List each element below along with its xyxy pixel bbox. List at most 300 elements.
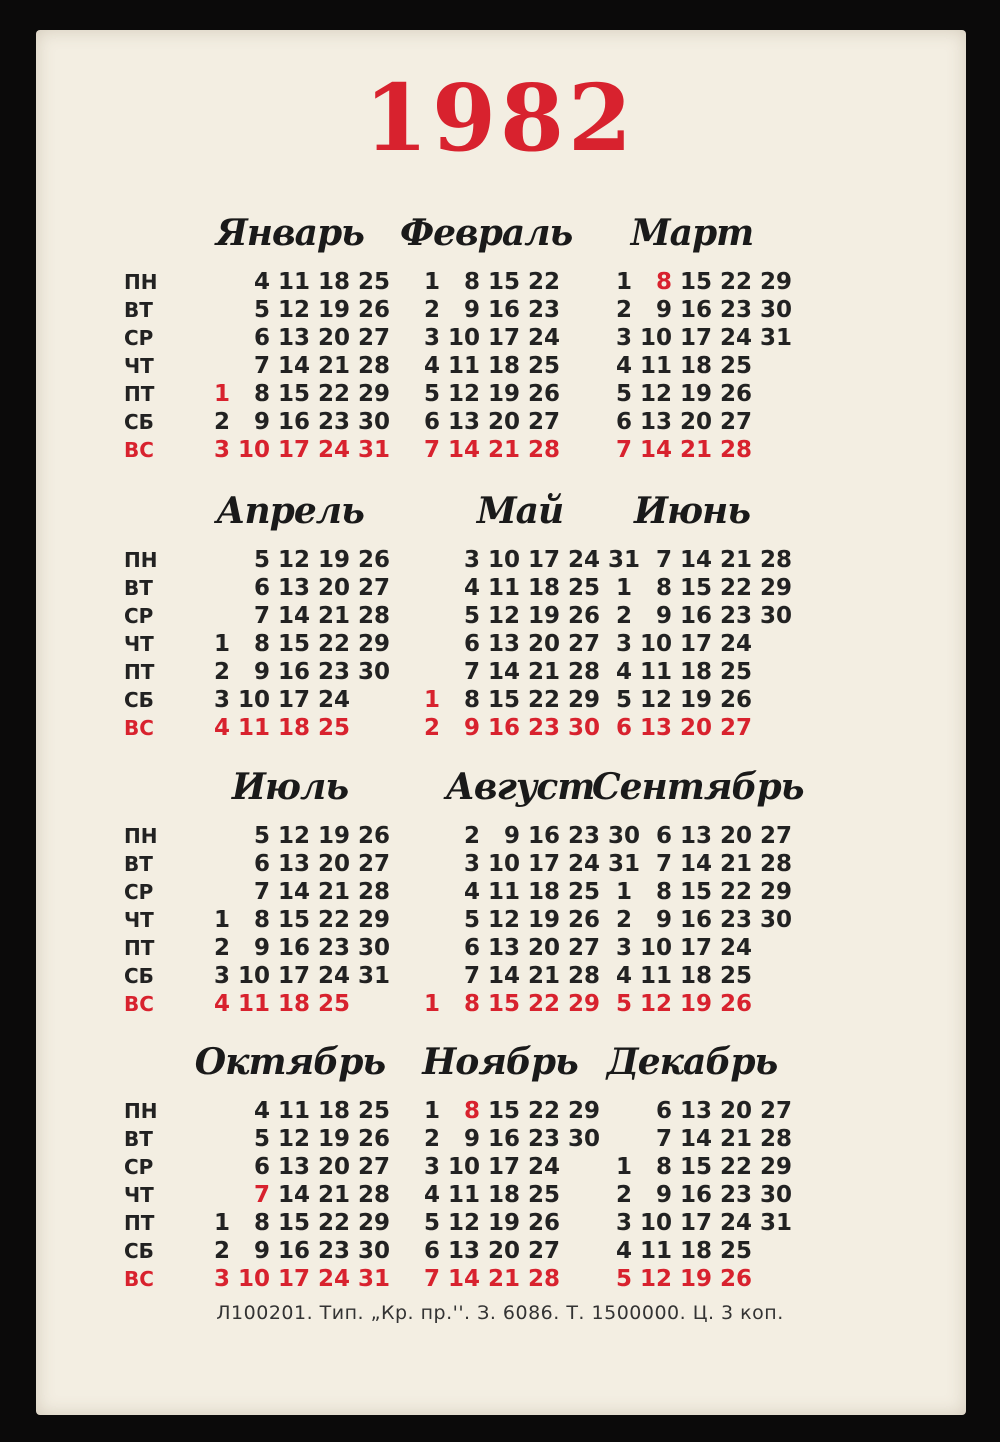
day-cell: 9 [655, 907, 672, 933]
day-cell: 22 [527, 991, 560, 1017]
day-cell: 14 [447, 1266, 480, 1292]
day-cell: 8 [253, 631, 270, 657]
day-cell: 5 [615, 991, 632, 1017]
day-cell: 4 [253, 269, 270, 295]
day-cell: 7 [463, 659, 480, 685]
day-cell: 18 [679, 659, 712, 685]
year-title: 1982 [363, 64, 637, 172]
day-cell: 7 [655, 1126, 672, 1152]
day-cell: 28 [357, 603, 390, 629]
day-cell: 8 [655, 1154, 672, 1180]
day-cell: 10 [237, 1266, 270, 1292]
day-cell: 27 [719, 715, 752, 741]
day-cell: 28 [527, 437, 560, 463]
day-cell: 16 [487, 715, 520, 741]
weekday-label: ВТ [124, 1127, 153, 1151]
day-cell: 9 [253, 1238, 270, 1264]
day-cell: 24 [527, 1154, 560, 1180]
day-cell: 10 [639, 631, 672, 657]
day-cell: 2 [615, 297, 632, 323]
weekday-label: ВТ [124, 576, 153, 600]
day-cell: 19 [317, 547, 350, 573]
day-cell: 24 [317, 1266, 350, 1292]
day-cell: 18 [679, 963, 712, 989]
day-cell: 20 [719, 823, 752, 849]
day-cell: 22 [719, 879, 752, 905]
weekday-label: СБ [124, 410, 154, 434]
day-cell: 7 [423, 437, 440, 463]
day-cell: 11 [447, 1182, 480, 1208]
day-cell: 27 [527, 1238, 560, 1264]
day-cell: 17 [487, 325, 520, 351]
weekday-label: ВТ [124, 852, 153, 876]
day-cell: 26 [527, 1210, 560, 1236]
day-cell: 14 [277, 879, 310, 905]
day-cell: 2 [615, 907, 632, 933]
day-cell: 24 [527, 325, 560, 351]
day-cell: 6 [615, 409, 632, 435]
day-cell: 15 [679, 1154, 712, 1180]
day-cell: 15 [277, 631, 310, 657]
month-name: Июнь [633, 490, 751, 532]
day-cell: 30 [567, 1126, 600, 1152]
day-cell: 8 [253, 1210, 270, 1236]
day-cell: 25 [317, 991, 350, 1017]
day-cell: 31 [607, 547, 640, 573]
day-cell: 1 [615, 269, 632, 295]
day-cell: 7 [463, 963, 480, 989]
day-cell: 1 [213, 1210, 230, 1236]
day-cell: 4 [423, 353, 440, 379]
day-cell: 16 [487, 297, 520, 323]
day-cell: 6 [655, 1098, 672, 1124]
day-cell: 17 [679, 631, 712, 657]
day-cell: 29 [357, 631, 390, 657]
day-cell: 7 [253, 879, 270, 905]
day-cell: 30 [357, 1238, 390, 1264]
day-cell: 14 [447, 437, 480, 463]
day-cell: 26 [567, 907, 600, 933]
day-cell: 1 [213, 907, 230, 933]
day-cell: 16 [679, 1182, 712, 1208]
day-cell: 2 [213, 409, 230, 435]
day-cell: 2 [423, 297, 440, 323]
day-cell: 11 [277, 269, 310, 295]
weekday-label: ЧТ [124, 908, 154, 932]
day-cell: 11 [639, 659, 672, 685]
day-cell: 4 [213, 715, 230, 741]
day-cell: 24 [719, 1210, 752, 1236]
weekday-label: ПТ [124, 382, 155, 406]
day-cell: 1 [423, 687, 440, 713]
month-name: Март [630, 212, 754, 254]
day-cell: 3 [213, 1266, 230, 1292]
day-cell: 31 [759, 1210, 792, 1236]
weekday-labels [124, 1097, 194, 1293]
day-cell: 29 [567, 1098, 600, 1124]
day-cell: 14 [487, 659, 520, 685]
weekday-label: СР [124, 880, 154, 904]
month-name: Июль [231, 766, 349, 808]
day-cell: 1 [615, 1154, 632, 1180]
day-cell: 13 [277, 851, 310, 877]
day-cell: 9 [655, 297, 672, 323]
day-cell: 29 [357, 381, 390, 407]
day-cell: 24 [719, 631, 752, 657]
weekday-label: ВС [124, 716, 154, 740]
weekday-label: ПН [124, 270, 158, 294]
day-cell: 12 [487, 907, 520, 933]
day-cell: 25 [567, 879, 600, 905]
day-cell: 14 [679, 851, 712, 877]
weekday-labels [124, 822, 194, 1018]
day-cell: 15 [487, 269, 520, 295]
day-cell: 30 [759, 907, 792, 933]
day-cell: 14 [277, 353, 310, 379]
day-cell: 13 [679, 1098, 712, 1124]
day-cell: 17 [527, 851, 560, 877]
day-cell: 17 [277, 963, 310, 989]
day-cell: 29 [759, 1154, 792, 1180]
day-cell: 6 [253, 575, 270, 601]
day-cell: 30 [759, 297, 792, 323]
day-cell: 25 [719, 1238, 752, 1264]
day-cell: 6 [463, 935, 480, 961]
day-cell: 15 [277, 381, 310, 407]
day-cell: 22 [527, 269, 560, 295]
day-cell: 11 [277, 1098, 310, 1124]
day-cell: 3 [213, 437, 230, 463]
day-cell: 25 [357, 269, 390, 295]
weekday-label: СР [124, 1155, 154, 1179]
day-cell: 8 [463, 1098, 480, 1124]
day-cell: 26 [357, 823, 390, 849]
day-cell: 5 [615, 687, 632, 713]
day-cell: 17 [679, 935, 712, 961]
month-name: Сентябрь [592, 766, 804, 808]
day-cell: 9 [463, 1126, 480, 1152]
day-cell: 27 [719, 409, 752, 435]
day-cell: 17 [679, 325, 712, 351]
day-cell: 3 [463, 851, 480, 877]
day-cell: 9 [463, 715, 480, 741]
day-cell: 1 [213, 381, 230, 407]
day-cell: 9 [253, 409, 270, 435]
day-cell: 22 [527, 1098, 560, 1124]
day-cell: 10 [447, 325, 480, 351]
day-cell: 20 [527, 631, 560, 657]
day-cell: 16 [277, 659, 310, 685]
day-cell: 21 [719, 1126, 752, 1152]
day-cell: 1 [615, 879, 632, 905]
day-cell: 29 [759, 269, 792, 295]
day-cell: 25 [719, 659, 752, 685]
day-cell: 23 [567, 823, 600, 849]
day-cell: 22 [317, 381, 350, 407]
day-cell: 31 [357, 437, 390, 463]
day-cell: 30 [357, 935, 390, 961]
day-cell: 7 [423, 1266, 440, 1292]
day-cell: 21 [317, 879, 350, 905]
day-cell: 15 [487, 991, 520, 1017]
day-cell: 11 [639, 963, 672, 989]
day-cell: 30 [357, 409, 390, 435]
day-cell: 2 [213, 935, 230, 961]
day-cell: 29 [759, 879, 792, 905]
day-cell: 2 [213, 1238, 230, 1264]
day-cell: 23 [317, 659, 350, 685]
day-cell: 13 [679, 823, 712, 849]
weekday-label: СБ [124, 1239, 154, 1263]
day-cell: 18 [487, 353, 520, 379]
day-cell: 15 [487, 1098, 520, 1124]
weekday-label: СР [124, 604, 154, 628]
day-cell: 30 [759, 603, 792, 629]
day-cell: 23 [719, 297, 752, 323]
day-cell: 22 [719, 1154, 752, 1180]
day-cell: 19 [317, 1126, 350, 1152]
day-cell: 18 [527, 879, 560, 905]
day-cell: 23 [527, 297, 560, 323]
day-cell: 31 [357, 1266, 390, 1292]
day-cell: 4 [463, 879, 480, 905]
month-name: Апрель [216, 490, 364, 532]
day-cell: 12 [277, 1126, 310, 1152]
day-cell: 9 [655, 603, 672, 629]
day-cell: 5 [463, 907, 480, 933]
month-name: Октябрь [194, 1041, 386, 1083]
day-cell: 11 [237, 715, 270, 741]
day-cell: 2 [423, 1126, 440, 1152]
day-cell: 15 [277, 907, 310, 933]
day-cell: 25 [527, 1182, 560, 1208]
day-cell: 9 [253, 935, 270, 961]
day-cell: 8 [253, 381, 270, 407]
day-cell: 15 [679, 269, 712, 295]
day-cell: 14 [679, 547, 712, 573]
day-cell: 30 [357, 659, 390, 685]
day-cell: 21 [719, 547, 752, 573]
day-cell: 18 [277, 715, 310, 741]
day-cell: 6 [655, 823, 672, 849]
day-cell: 11 [639, 1238, 672, 1264]
day-cell: 16 [679, 603, 712, 629]
day-cell: 19 [487, 1210, 520, 1236]
day-cell: 15 [487, 687, 520, 713]
day-cell: 25 [719, 353, 752, 379]
day-cell: 23 [719, 1182, 752, 1208]
day-cell: 12 [447, 381, 480, 407]
day-cell: 7 [615, 437, 632, 463]
day-cell: 10 [487, 851, 520, 877]
day-cell: 2 [615, 603, 632, 629]
day-cell: 29 [357, 907, 390, 933]
day-cell: 24 [719, 325, 752, 351]
day-cell: 20 [317, 851, 350, 877]
weekday-label: ЧТ [124, 1183, 154, 1207]
day-cell: 7 [655, 851, 672, 877]
day-cell: 17 [487, 1154, 520, 1180]
day-cell: 19 [487, 381, 520, 407]
day-cell: 23 [719, 907, 752, 933]
day-cell: 3 [423, 1154, 440, 1180]
day-cell: 28 [357, 1182, 390, 1208]
day-cell: 24 [317, 687, 350, 713]
day-cell: 5 [253, 1126, 270, 1152]
day-cell: 9 [253, 659, 270, 685]
day-cell: 11 [639, 353, 672, 379]
day-cell: 28 [357, 879, 390, 905]
day-cell: 1 [213, 631, 230, 657]
day-cell: 28 [567, 963, 600, 989]
day-cell: 24 [317, 437, 350, 463]
day-cell: 20 [317, 575, 350, 601]
day-cell: 10 [237, 687, 270, 713]
day-cell: 4 [423, 1182, 440, 1208]
day-cell: 18 [679, 353, 712, 379]
day-cell: 30 [607, 823, 640, 849]
day-cell: 20 [679, 409, 712, 435]
day-cell: 6 [463, 631, 480, 657]
day-cell: 19 [679, 687, 712, 713]
day-cell: 5 [615, 1266, 632, 1292]
weekday-label: ПН [124, 548, 158, 572]
day-cell: 27 [357, 851, 390, 877]
day-cell: 5 [615, 381, 632, 407]
day-cell: 18 [679, 1238, 712, 1264]
day-cell: 10 [639, 325, 672, 351]
weekday-label: ПТ [124, 936, 155, 960]
weekday-label: ПТ [124, 660, 155, 684]
day-cell: 25 [317, 715, 350, 741]
day-cell: 1 [423, 1098, 440, 1124]
day-cell: 23 [317, 409, 350, 435]
day-cell: 4 [615, 963, 632, 989]
day-cell: 12 [487, 603, 520, 629]
day-cell: 6 [615, 715, 632, 741]
day-cell: 8 [253, 907, 270, 933]
day-cell: 20 [487, 1238, 520, 1264]
day-cell: 30 [567, 715, 600, 741]
day-cell: 25 [527, 353, 560, 379]
day-cell: 6 [253, 325, 270, 351]
day-cell: 27 [357, 1154, 390, 1180]
day-cell: 21 [527, 659, 560, 685]
day-cell: 13 [447, 1238, 480, 1264]
day-cell: 7 [253, 1182, 270, 1208]
day-cell: 17 [277, 437, 310, 463]
day-cell: 1 [423, 991, 440, 1017]
day-cell: 18 [527, 575, 560, 601]
day-cell: 26 [357, 1126, 390, 1152]
day-cell: 23 [719, 603, 752, 629]
weekday-label: ЧТ [124, 632, 154, 656]
day-cell: 26 [527, 381, 560, 407]
day-cell: 14 [277, 603, 310, 629]
day-cell: 26 [357, 297, 390, 323]
weekday-label: ПН [124, 824, 158, 848]
day-cell: 27 [759, 823, 792, 849]
month-name: Декабрь [606, 1041, 778, 1083]
day-cell: 3 [463, 547, 480, 573]
day-cell: 21 [317, 1182, 350, 1208]
day-cell: 8 [463, 687, 480, 713]
day-cell: 13 [277, 325, 310, 351]
day-cell: 1 [615, 575, 632, 601]
day-cell: 12 [639, 1266, 672, 1292]
month-name: Февраль [400, 212, 573, 254]
day-cell: 11 [237, 991, 270, 1017]
day-cell: 28 [759, 1126, 792, 1152]
day-cell: 23 [317, 935, 350, 961]
day-cell: 8 [463, 991, 480, 1017]
day-cell: 12 [447, 1210, 480, 1236]
day-cell: 3 [615, 325, 632, 351]
day-cell: 18 [487, 1182, 520, 1208]
day-cell: 12 [639, 991, 672, 1017]
day-cell: 4 [213, 991, 230, 1017]
day-cell: 8 [655, 269, 672, 295]
day-cell: 15 [679, 575, 712, 601]
day-cell: 5 [463, 603, 480, 629]
day-cell: 17 [277, 687, 310, 713]
day-cell: 14 [679, 1126, 712, 1152]
day-cell: 13 [447, 409, 480, 435]
day-cell: 19 [679, 991, 712, 1017]
day-cell: 3 [213, 687, 230, 713]
day-cell: 14 [277, 1182, 310, 1208]
day-cell: 24 [719, 935, 752, 961]
weekday-label: ВС [124, 438, 154, 462]
day-cell: 28 [759, 851, 792, 877]
day-cell: 31 [759, 325, 792, 351]
day-cell: 12 [277, 547, 310, 573]
day-cell: 19 [679, 1266, 712, 1292]
day-cell: 17 [277, 1266, 310, 1292]
weekday-labels [124, 268, 194, 464]
weekday-label: ПТ [124, 1211, 155, 1235]
day-cell: 5 [253, 823, 270, 849]
month-name: Май [476, 490, 564, 532]
print-info-footer: Л100201. Тип. „Кр. пр.''. З. 6086. Т. 1500000. Ц. 3 коп. [216, 1302, 784, 1324]
weekday-label: СБ [124, 964, 154, 988]
day-cell: 13 [639, 409, 672, 435]
day-cell: 26 [567, 603, 600, 629]
day-cell: 17 [527, 547, 560, 573]
day-cell: 11 [487, 575, 520, 601]
day-cell: 11 [447, 353, 480, 379]
day-cell: 18 [277, 991, 310, 1017]
day-cell: 6 [253, 851, 270, 877]
day-cell: 7 [253, 353, 270, 379]
day-cell: 29 [567, 991, 600, 1017]
day-cell: 21 [487, 1266, 520, 1292]
day-cell: 24 [567, 851, 600, 877]
day-cell: 3 [615, 1210, 632, 1236]
day-cell: 22 [317, 1210, 350, 1236]
day-cell: 28 [759, 547, 792, 573]
day-cell: 23 [527, 715, 560, 741]
day-cell: 10 [639, 1210, 672, 1236]
day-cell: 27 [357, 575, 390, 601]
day-cell: 27 [759, 1098, 792, 1124]
day-cell: 19 [317, 823, 350, 849]
day-cell: 31 [607, 851, 640, 877]
day-cell: 13 [277, 1154, 310, 1180]
day-cell: 21 [679, 437, 712, 463]
weekday-label: ВС [124, 1267, 154, 1291]
day-cell: 22 [527, 687, 560, 713]
